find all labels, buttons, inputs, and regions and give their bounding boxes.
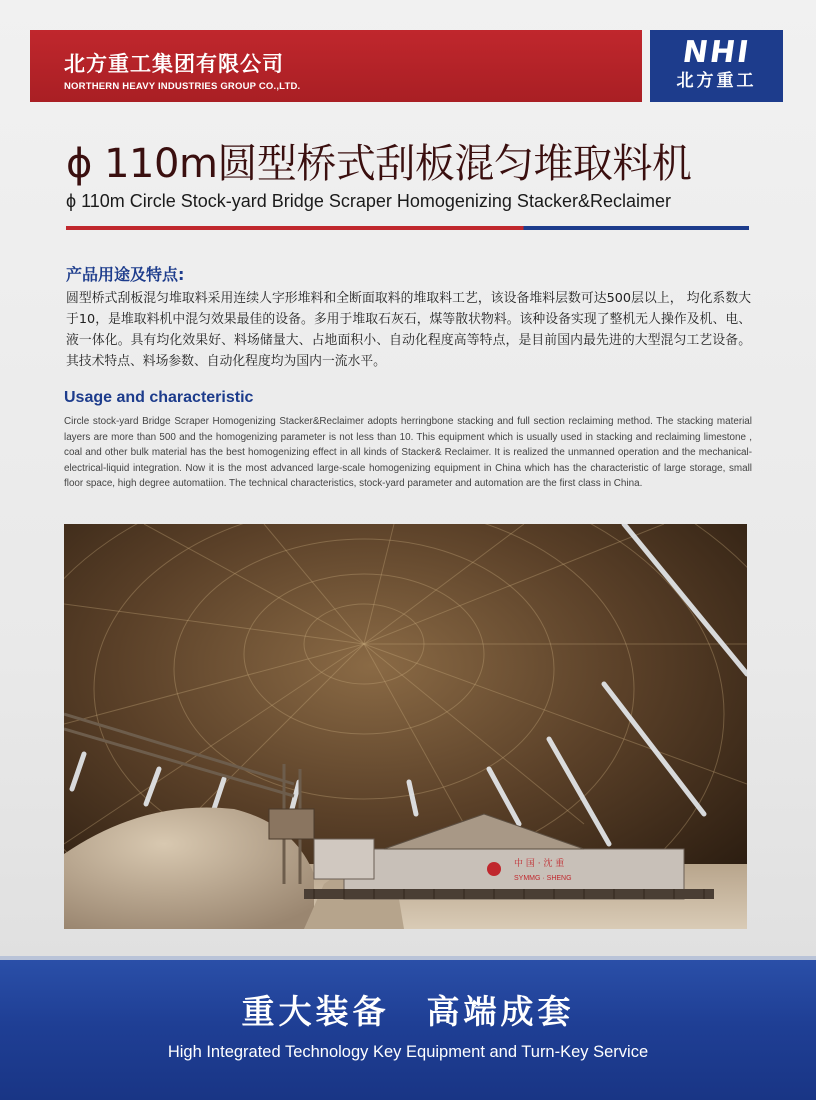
machine-label-cn: 中 国 · 沈 重 bbox=[514, 859, 565, 869]
usage-body-cn: 圆型桥式刮板混匀堆取料采用连续人字形堆料和全断面取料的堆取料工艺，该设备堆料层数可达500层以上， 均化系数大于10，是堆取料机中混匀效果最佳的设备。多用于堆取石灰石，煤等散状物料。该种设备实现了整机无人操作及机、电、液一体化。具有均化效果好、料场储量大、占地面积小、自动化程度高等特点，是目前国内最先进的大型混匀工艺设备。其技术特点、料场参数、自动化程度均为国内一流水平。 bbox=[66, 291, 751, 369]
usage-heading-en: Usage and characteristic bbox=[64, 389, 254, 406]
logo-subtitle: 北方重工 bbox=[676, 71, 757, 91]
usage-body-en: Circle stock-yard Bridge Scraper Homogenizing Stacker&Reclaimer adopts herringbone stacking and full section reclaiming method. The stacking material layers are more than 500 and the homogenizing parameter is not less than 10. This equipment which is usually used in stacking and reclaiming limestone , coal and other bulk material has the best homogenizing effect in all kinds of Stacker& Reclaimer. It is realized the unmanned operation and the mechanical-electrical-liquid integration. Now it is the most advanced large-scale homogenizing equipment in China which has the characteristic of large storage, small floor space, high degree automatiion. The technical characteristics, stock-yard parameter and automation are the first class in China. bbox=[64, 416, 752, 490]
slogan-en: High Integrated Technology Key Equipment and Turn-Key Service bbox=[167, 1043, 649, 1061]
product-photo bbox=[64, 524, 747, 929]
company-header-banner bbox=[30, 30, 642, 102]
product-title-en: ϕ 110m Circle Stock-yard Bridge Scraper Homogenizing Stacker&Reclaimer bbox=[66, 191, 671, 211]
product-title-cn: ϕ 110m圆型桥式刮板混匀堆取料机 bbox=[66, 141, 692, 187]
title-divider bbox=[66, 226, 749, 230]
footer-slogan-band bbox=[0, 956, 816, 1100]
logo-mark: NHI bbox=[680, 35, 753, 70]
company-name-en: NORTHERN HEAVY INDUSTRIES GROUP CO.,LTD. bbox=[64, 81, 301, 92]
usage-heading-cn: 产品用途及特点: bbox=[66, 265, 185, 284]
slogan-cn: 重大装备 高端成套 bbox=[241, 992, 575, 1031]
company-name-cn: 北方重工集团有限公司 bbox=[64, 52, 284, 76]
nhi-logo bbox=[650, 30, 783, 102]
machine-label-en: SYMMG · SHENG bbox=[514, 875, 572, 882]
